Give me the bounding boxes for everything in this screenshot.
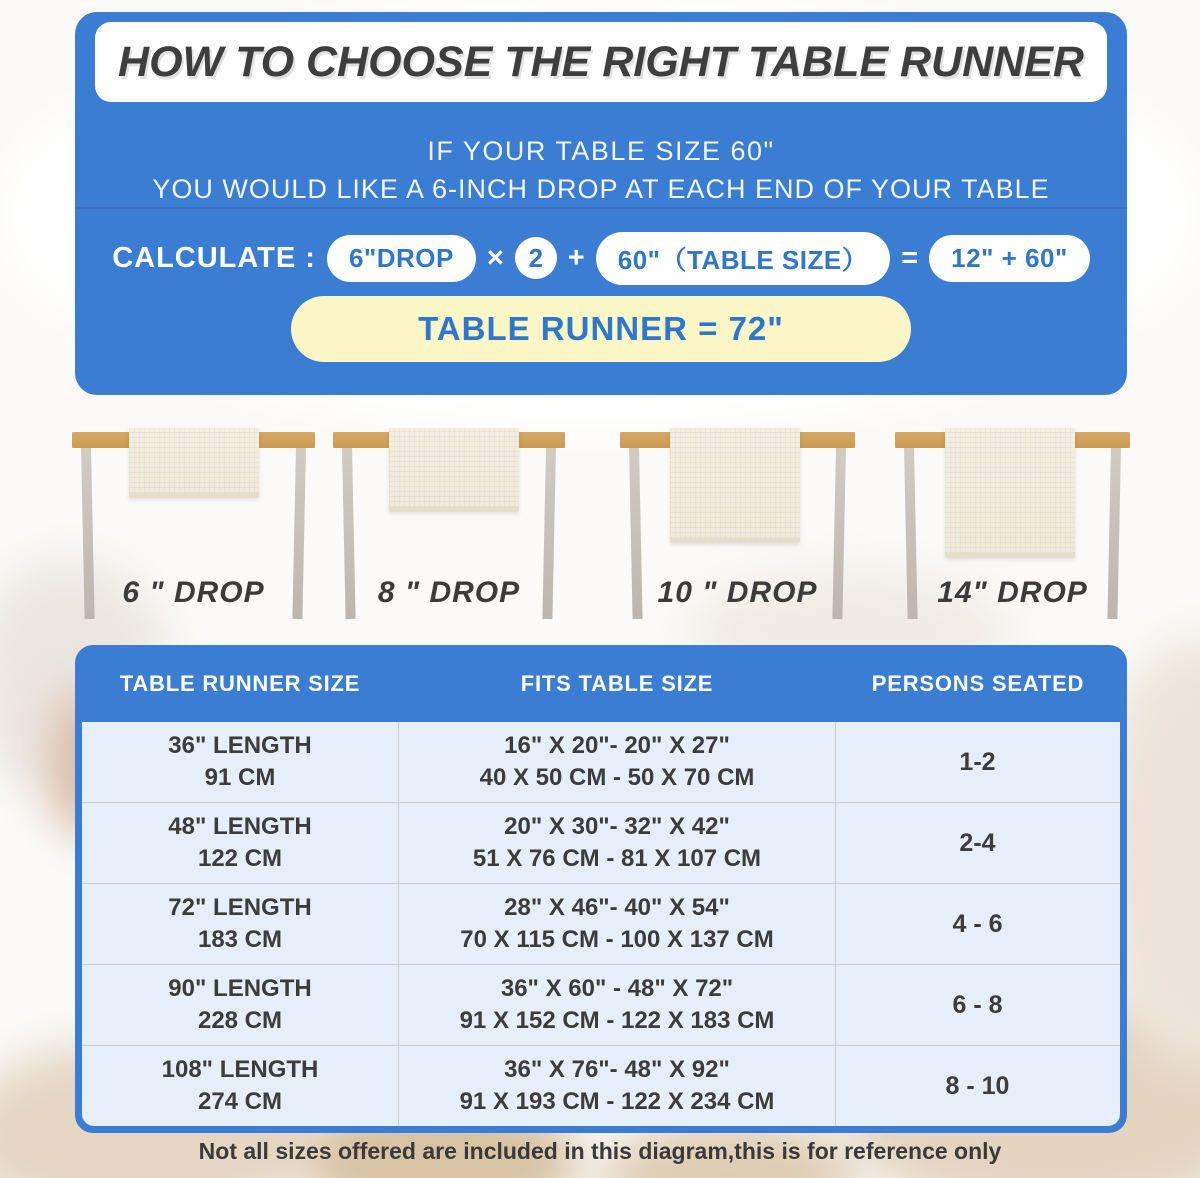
drop-example-14 [895, 428, 1130, 633]
table-runner-graphic [129, 428, 259, 498]
persons-cell: 8 - 10 [945, 1072, 1010, 1100]
instructions-panel [75, 12, 1127, 395]
fits-size-cell: 16" X 20"- 20" X 27" 40 X 50 CM - 50 X 70 CM [398, 722, 836, 802]
intro-line-1: IF YOUR TABLE SIZE 60" [427, 136, 775, 166]
footer-note: Not all sizes offered are included in this diagram,this is for reference only [198, 1138, 1002, 1164]
drop-value-pill: 6"DROP [327, 235, 476, 282]
persons-cell: 1-2 [959, 748, 996, 776]
persons-cell: 4 - 6 [952, 910, 1003, 938]
runner-size-cell: 36" LENGTH 91 CM [168, 732, 312, 791]
equals-sign: = [901, 241, 919, 274]
drop-label: 8 " DROP [377, 576, 521, 609]
runner-size-cell: 90" LENGTH 228 CM [168, 975, 312, 1034]
persons-cell: 6 - 8 [952, 991, 1003, 1019]
column-header-fits-size: FITS TABLE SIZE [520, 670, 714, 696]
result-text: TABLE RUNNER = 72" [418, 310, 784, 347]
drop-example-10 [620, 428, 855, 633]
title-banner [95, 22, 1107, 102]
runner-size-cell: 72" LENGTH 183 CM [168, 894, 312, 953]
size-chart-panel [75, 645, 1127, 1133]
column-header-runner-size: TABLE RUNNER SIZE [119, 670, 361, 696]
table-row [82, 1045, 1120, 1126]
calculation-formula [75, 232, 1127, 284]
table-runner-graphic [670, 428, 800, 543]
page-title: HOW TO CHOOSE THE RIGHT TABLE RUNNER [118, 37, 1084, 86]
column-header-persons: PERSONS SEATED [871, 670, 1085, 696]
runner-size-cell: 48" LENGTH 122 CM [168, 813, 312, 872]
drop-label: 14" DROP [937, 576, 1088, 609]
plus-sign: + [567, 241, 585, 274]
size-chart-header [82, 645, 1120, 722]
size-table-body [82, 722, 1120, 1126]
runner-size-cell: 108" LENGTH 274 CM [161, 1056, 319, 1115]
table-runner-graphic [945, 428, 1075, 558]
fits-size-cell: 28" X 46"- 40" X 54" 70 X 115 CM - 100 X 137 CM [398, 884, 836, 964]
table-runner-graphic [389, 428, 519, 512]
intro-line-2: YOU WOULD LIKE A 6-INCH DROP AT EACH END OF YOUR TABLE [152, 174, 1050, 204]
drop-example-8 [333, 428, 565, 633]
result-banner [291, 296, 911, 362]
times-sign: × [486, 241, 504, 274]
table-row [82, 722, 1120, 802]
multiplier-badge: 2 [515, 237, 557, 279]
persons-cell: 2-4 [959, 829, 996, 857]
table-size-pill: 60"（TABLE SIZE） [596, 232, 891, 285]
drop-example-6 [72, 428, 315, 633]
fits-size-cell: 36" X 76"- 48" X 92" 91 X 193 CM - 122 X 234 CM [398, 1046, 836, 1126]
table-row [82, 802, 1120, 883]
sum-pill: 12" + 60" [929, 235, 1090, 282]
fits-size-cell: 36" X 60" - 48" X 72" 91 X 152 CM - 122 X 183 CM [398, 965, 836, 1045]
table-row [82, 964, 1120, 1045]
fits-size-cell: 20" X 30"- 32" X 42" 51 X 76 CM - 81 X 107 CM [398, 803, 836, 883]
table-row [82, 883, 1120, 964]
drop-label: 10 " DROP [657, 576, 818, 609]
drop-label: 6 " DROP [122, 576, 265, 609]
divider-line [75, 207, 1127, 209]
calculate-label: CALCULATE : [112, 241, 316, 274]
